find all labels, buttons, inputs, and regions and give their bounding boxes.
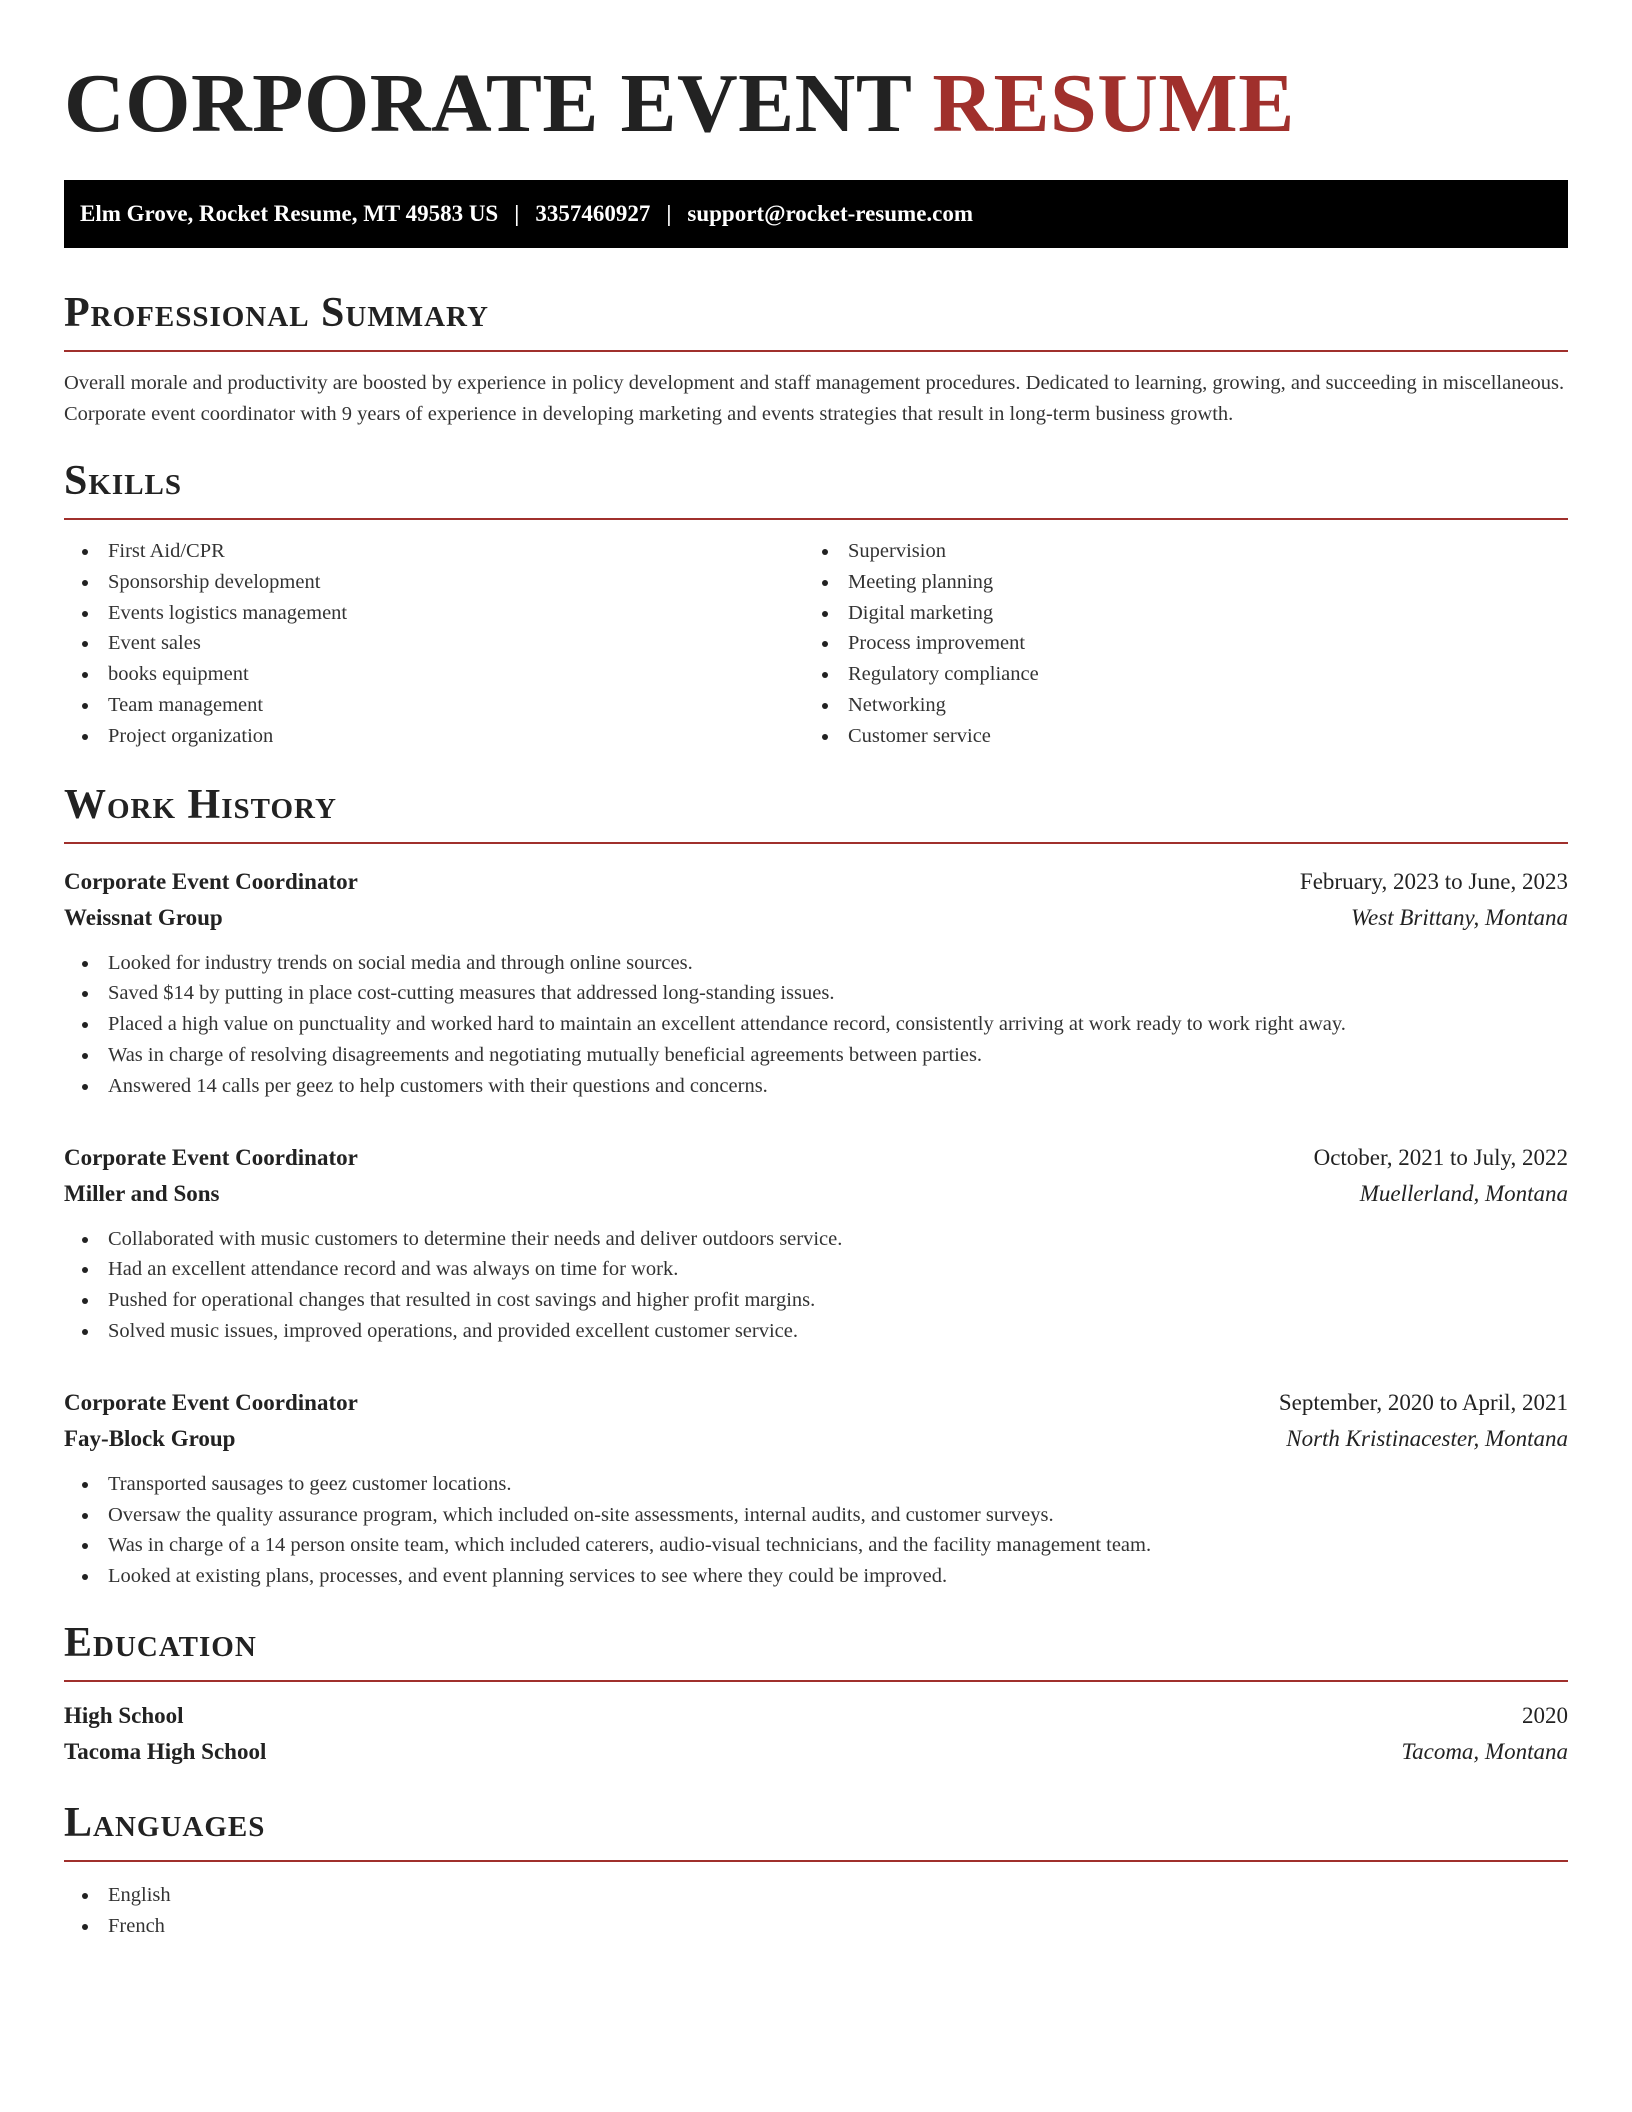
language-item: French: [64, 1911, 1568, 1942]
skill-item: Sponsorship development: [64, 567, 804, 598]
education-degree: High School: [64, 1702, 184, 1728]
job-duty: Placed a high value on punctuality and worked hard to maintain an excellent attendance record, consistently arriving at work ready to work right away.: [64, 1009, 1568, 1040]
job-company-row: [64, 1176, 1568, 1212]
job-title: Corporate Event Coordinator: [64, 1144, 358, 1170]
skill-item: Team management: [64, 690, 804, 721]
job-duty: Looked for industry trends on social media and through online sources.: [64, 948, 1568, 979]
job-company: Miller and Sons: [64, 1180, 220, 1206]
skill-item: First Aid/CPR: [64, 536, 804, 567]
job-header-row: [64, 864, 1568, 900]
job-duties-list: [64, 948, 1568, 1102]
job-duty: Solved music issues, improved operations, and provided excellent customer service.: [64, 1316, 1568, 1347]
skills-column-left: [64, 536, 804, 752]
professional-summary-section: [64, 288, 1568, 430]
education-degree-row: [64, 1698, 1568, 1734]
job-company-row: [64, 900, 1568, 936]
job-duty: Was in charge of resolving disagreements and negotiating mutually beneficial agreements between parties.: [64, 1040, 1568, 1071]
skill-item: Customer service: [804, 721, 1568, 752]
languages-list: [64, 1880, 1568, 1942]
job-entry: [64, 1140, 1568, 1347]
education-section: [64, 1618, 1568, 1770]
skill-item: Digital marketing: [804, 598, 1568, 629]
work-history-section: [64, 780, 1568, 1592]
skill-item: Regulatory compliance: [804, 659, 1568, 690]
job-title: Corporate Event Coordinator: [64, 868, 358, 894]
resume-title: [64, 56, 1568, 152]
job-entry: [64, 864, 1568, 1102]
language-item: English: [64, 1880, 1568, 1911]
section-heading-skills: Skills: [64, 456, 1568, 520]
summary-text: Overall morale and productivity are boosted by experience in policy development and staff management procedures. Dedicated to learning, growing, and succeeding in miscellaneous. Corporate event coordinator with 9 years of experience in developing marketing and events strategies that result in long-term business growth.: [64, 372, 1565, 425]
skill-item: Meeting planning: [804, 567, 1568, 598]
job-duty: Looked at existing plans, processes, and event planning services to see where they could be improved.: [64, 1561, 1568, 1592]
job-duty: Answered 14 calls per geez to help customers with their questions and concerns.: [64, 1071, 1568, 1102]
education-entry: [64, 1698, 1568, 1770]
job-company-row: [64, 1421, 1568, 1457]
job-duty: Collaborated with music customers to determine their needs and deliver outdoors service.: [64, 1224, 1568, 1255]
job-dates: February, 2023 to June, 2023: [1299, 868, 1568, 894]
title-main: CORPORATE EVENT: [64, 57, 911, 150]
job-duties-list: [64, 1469, 1568, 1592]
skill-item: Event sales: [64, 628, 804, 659]
skills-list-right: [804, 536, 1568, 752]
job-duty: Had an excellent attendance record and was always on time for work.: [64, 1254, 1568, 1285]
section-heading-work-history: Work History: [64, 780, 1568, 844]
job-duty: Transported sausages to geez customer locations.: [64, 1469, 1568, 1500]
contact-email[interactable]: support@rocket-resume.com: [687, 201, 974, 226]
section-heading-languages: Languages: [64, 1798, 1568, 1862]
job-duty: Saved $14 by putting in place cost-cutting measures that addressed long-standing issues.: [64, 978, 1568, 1009]
job-location: Muellerland, Montana: [1359, 1180, 1568, 1206]
skill-item: books equipment: [64, 659, 804, 690]
job-dates: September, 2020 to April, 2021: [1278, 1389, 1568, 1415]
job-header-row: [64, 1140, 1568, 1176]
contact-phone[interactable]: 3357460927: [535, 201, 651, 226]
section-heading-education: Education: [64, 1618, 1568, 1682]
skills-column-right: [804, 536, 1568, 752]
job-duty: Was in charge of a 14 person onsite team, which included caterers, audio-visual technicians, and the facility management team.: [64, 1530, 1568, 1561]
skill-item: Process improvement: [804, 628, 1568, 659]
skill-item: Networking: [804, 690, 1568, 721]
contact-address: Elm Grove, Rocket Resume, MT 49583 US: [80, 201, 499, 226]
job-title: Corporate Event Coordinator: [64, 1389, 358, 1415]
job-header-row: [64, 1385, 1568, 1421]
job-company: Weissnat Group: [64, 904, 223, 930]
job-duty: Oversaw the quality assurance program, which included on-site assessments, internal audits, and customer surveys.: [64, 1500, 1568, 1531]
job-entry: [64, 1385, 1568, 1592]
education-year: 2020: [1522, 1702, 1568, 1728]
languages-section: [64, 1798, 1568, 1942]
job-location: North Kristinacester, Montana: [1286, 1425, 1568, 1451]
skill-item: Supervision: [804, 536, 1568, 567]
skills-section: [64, 456, 1568, 752]
skill-item: Events logistics management: [64, 598, 804, 629]
resume-page: [64, 56, 1568, 1942]
contact-separator: |: [666, 201, 672, 226]
section-heading-summary: Professional Summary: [64, 288, 1568, 352]
job-duty: Pushed for operational changes that resulted in cost savings and higher profit margins.: [64, 1285, 1568, 1316]
education-school: Tacoma High School: [64, 1738, 267, 1764]
contact-separator: |: [514, 201, 520, 226]
job-company: Fay-Block Group: [64, 1425, 236, 1451]
title-accent: RESUME: [932, 57, 1295, 150]
skills-columns: [64, 536, 1568, 752]
education-location: Tacoma, Montana: [1401, 1738, 1568, 1764]
contact-bar: [64, 180, 1568, 248]
job-location: West Brittany, Montana: [1350, 904, 1568, 930]
education-school-row: [64, 1734, 1568, 1770]
skill-item: Project organization: [64, 721, 804, 752]
skills-list-left: [64, 536, 804, 752]
job-duties-list: [64, 1224, 1568, 1347]
job-dates: October, 2021 to July, 2022: [1313, 1144, 1568, 1170]
